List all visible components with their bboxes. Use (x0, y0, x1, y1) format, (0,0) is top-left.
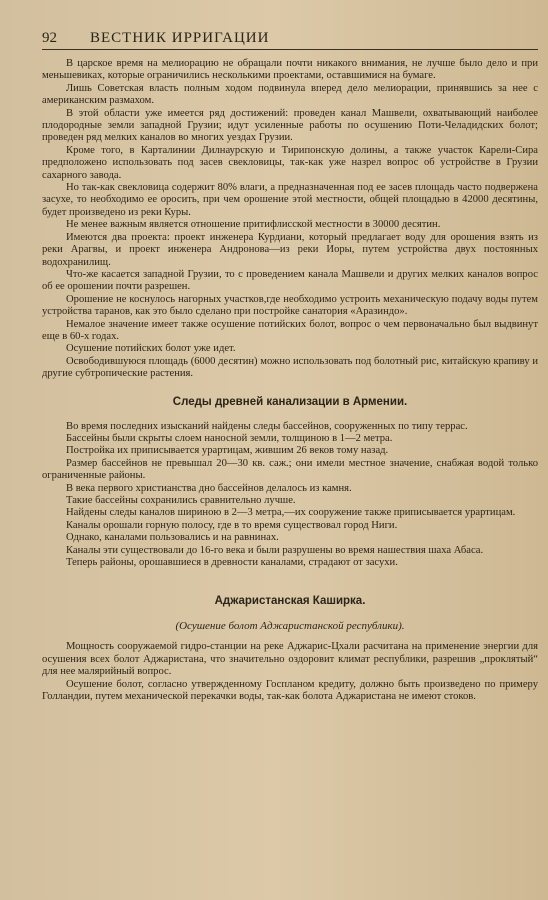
section-subtitle: (Осушение болот Аджаристанской республики). (175, 620, 405, 633)
section-adjaristan (42, 641, 542, 703)
paragraph: Но так-как свекловица содержит 80% влаги, а предназначенная под ее засев площадь часто подвержена засухе, то необходимо ее оросить, при чем орошение этой местности, общей площадью в 42000 десятины, будет произведено из реки Куры. (42, 182, 538, 218)
paragraph: Освободившуюся площадь (6000 десятин) можно использовать под болотный рис, китайскую крапиву и другие субтропические растения. (42, 355, 538, 380)
section-heading-adjaristan: Аджаристанская Каширка. (214, 595, 366, 608)
paragraph: Имеются два проекта: проект инженера Курдиани, который предлагает воду для орошения взять из реки Арагвы, и проект инженера Андронова—из реки Иоры, путем устройства двух постоянных водохранилищ. (42, 231, 538, 268)
paragraph: Кроме того, в Карталинии Дилнаурскую и Тирипонскую долины, а также участок Карели-Сира предположено использовать под засев свекловицы, так-как уже назрел вопрос об устройстве в Грузии сахарного завода. (42, 144, 538, 181)
paragraph: Мощность сооружаемой гидро-станции на реке Аджарис-Цхали расчитана на применение энергии для осушения всех болот Аджаристана, что значительно оздоровит климат республики, разрешив „проклятый“ для нее малярийный вопрос. (42, 641, 538, 678)
paragraph: Однако, каналами пользовались и на равнинах. (66, 532, 279, 544)
section-melioration (42, 58, 542, 381)
paragraph: В века первого христианства дно бассейнов делалось из камня. (66, 482, 352, 494)
paragraph: Осушение потийских болот уже идет. (66, 343, 236, 355)
section-heading-armenia: Следы древней канализации в Армении. (172, 395, 408, 408)
paragraph: Постройка их приписывается урартицам, жившим 26 веков тому назад. (66, 445, 389, 457)
paragraph: Немалое значение имеет также осушение потийских болот, вопрос о чем первоначально был выдвинут еще в 60-х годах. (42, 318, 538, 342)
paragraph: Осушение болот, согласно утвержденному Госпланом кредиту, должно быть произведено по примеру Голландии, путем механической перекачки воды, так-как болота Аджаристана не имеют стоков. (42, 678, 538, 703)
paragraph: Бассейны были скрыты слоем наносной земли, толщиною в 1—2 метра. (66, 432, 393, 444)
section-armenia (42, 421, 542, 570)
paragraph: Теперь районы, орошавшиеся в древности каналами, страдают от засухи. (66, 557, 398, 569)
paragraph: В этой области уже имеется ряд достижений: проведен канал Машвели, охватывающий наиболее плодородные земли западной Грузии; идут усиленные работы по осушению Поти-Челадидских болот; проведен ряд мелких каналов во многих уездах Грузии. (42, 107, 538, 144)
paragraph: Лишь Советская власть полным ходом подвинула вперед дело мелиорации, принявшись за нее с американским размахом. (42, 82, 538, 107)
paragraph: Во время последних изысканий найдены следы бассейнов, сооруженных по типу террас. (66, 420, 468, 432)
paragraph: Каналы эти существовали до 16-го века и были разрушены во время нашествия шаха Абаса. (66, 544, 484, 556)
paragraph: Такие бассейны сохранились сравнительно лучше. (66, 495, 296, 506)
journal-title: ВЕСТНИК ИРРИГАЦИИ (90, 30, 270, 46)
paragraph: Не менее важным является отношение притифлисской местности в 30000 десятин. (66, 219, 441, 231)
page-number: 92 (42, 30, 57, 46)
paragraph: Орошение не коснулось нагорных участков,где необходимо устроить механическую подачу воды путем устройства таранов, как это было сделано при постройке санатория «Аразиндо». (42, 293, 538, 318)
paragraph: Каналы орошали горную полосу, где в то время существовал город Ниги. (66, 519, 398, 531)
page-header (42, 30, 538, 50)
paragraph: Найдены следы каналов шириною в 2—3 метра,—их сооружение также приписывается урартицам. (66, 507, 516, 519)
paragraph: Что-же касается западной Грузии, то с проведением канала Машвели и других мелких каналов вопрос об ее орошении почти разрешен. (42, 268, 538, 293)
paragraph: Размер бассейнов не превышал 20—30 кв. саж.; они имели местное значение, снабжая водой только ограниченные районы. (42, 457, 538, 482)
paragraph: В царское время на мелиорацию не обращали почти никакого внимания, не лучше было дело и при меньшевиках, которые ограничились несколькими проектами, оставшимися на бумаге. (42, 58, 538, 82)
